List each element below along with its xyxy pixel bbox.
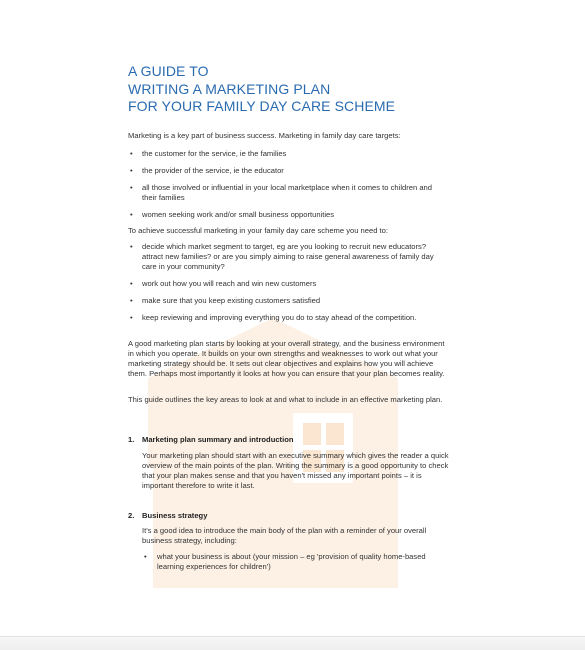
section-number: 2.: [128, 511, 135, 520]
section-2-body: It's a good idea to introduce the main body of the plan with a reminder of your overall business strategy, including:: [142, 526, 427, 545]
need-bullet-text: make sure that you keep existing customers satisfied: [142, 296, 321, 305]
target-bullet-text: the customer for the service, ie the families: [142, 149, 287, 158]
title-line-3: FOR YOUR FAMILY DAY CARE SCHEME: [128, 98, 396, 114]
title-line-2: WRITING A MARKETING PLAN: [128, 80, 331, 97]
intro-paragraph: Marketing is a key part of business success. Marketing in family day care targets:: [128, 131, 401, 140]
bullet-icon: •: [130, 183, 133, 192]
target-bullet-text: women seeking work and/or small business opportunities: [142, 210, 335, 219]
section-number: 1.: [128, 435, 135, 444]
target-bullet-text: the provider of the service, ie the educator: [142, 166, 284, 175]
good-plan-paragraph: A good marketing plan starts by looking at your overall strategy, and the business environment in which you operate. It builds on your own strengths and weaknesses to work out what your marketing strategy should be. It sets out clear objectives and explains how you will achieve them. Perhaps most importantly it looks at how you can ensure that your plan becomes reality.: [128, 339, 445, 378]
bullet-icon: •: [130, 166, 133, 175]
section-heading-text: Marketing plan summary and introduction: [142, 435, 294, 444]
bullet-icon: •: [130, 296, 133, 305]
bullet-icon: •: [130, 313, 133, 322]
need-bullet-text: decide which market segment to target, eg are you looking to recruit new educators? attract new families? or are you simply aiming to raise general awareness of family day care in your community?: [142, 242, 434, 271]
bullet-icon: •: [144, 552, 147, 561]
section-2-bullet-text: what your business is about (your mission – eg 'provision of quality home-based learning experiences for children'): [157, 552, 426, 571]
achieve-intro: To achieve successful marketing in your family day care scheme you need to:: [128, 226, 388, 235]
need-bullet-text: keep reviewing and improving everything you do to stay ahead of the competition.: [142, 313, 417, 322]
bullet-icon: •: [130, 242, 133, 251]
section-1-body: Your marketing plan should start with an executive summary which gives the reader a quick overview of the main points of the plan. Writing the summary is a good opportunity to check that your plan makes sense and that you haven't missed any important points – it is important therefore to write it last.: [142, 451, 449, 490]
page-bottom-edge: [0, 636, 585, 650]
bullet-icon: •: [130, 149, 133, 158]
guide-outline-paragraph: This guide outlines the key areas to look at and what to include in an effective marketing plan.: [128, 395, 443, 404]
bullet-icon: •: [130, 279, 133, 288]
need-bullet-text: work out how you will reach and win new customers: [142, 279, 317, 288]
section-heading-text: Business strategy: [142, 511, 208, 520]
document-title: [128, 63, 458, 116]
target-bullet-text: all those involved or influential in your local marketplace when it comes to children and their families: [142, 183, 432, 202]
title-line-1: A GUIDE TO: [128, 63, 209, 79]
bullet-icon: •: [130, 210, 133, 219]
